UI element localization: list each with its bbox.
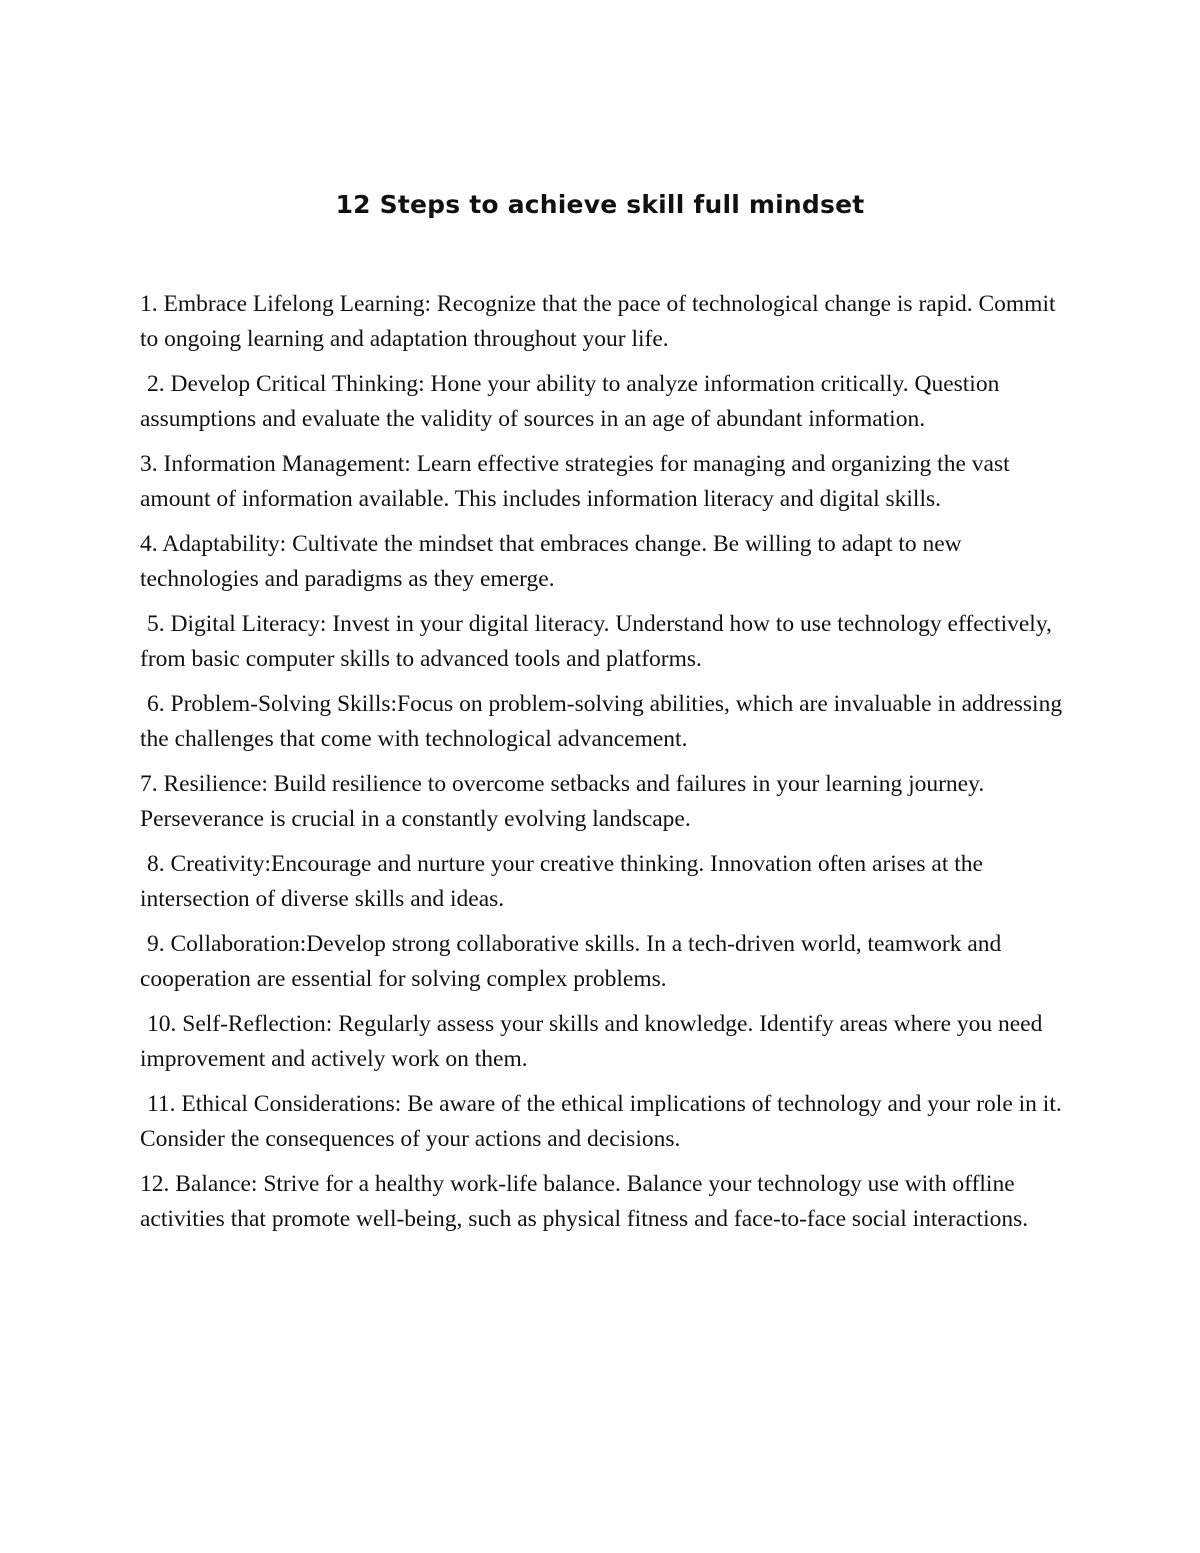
step-item: 7. Resilience: Build resilience to overcome setbacks and failures in your learning journey. Perseverance is crucial in a constantly evolving landscape. [140,771,985,832]
step-item: 8. Creativity:Encourage and nurture your creative thinking. Innovation often arises at the intersection of diverse skills and ideas. [140,851,983,912]
step-item: 4. Adaptability: Cultivate the mindset that embraces change. Be willing to adapt to new technologies and paradigms as they emerge. [140,531,962,592]
step-item: 11. Ethical Considerations: Be aware of the ethical implications of technology and your role in it. Consider the consequences of your actions and decisions. [140,1091,1062,1152]
step-item: 2. Develop Critical Thinking: Hone your ability to analyze information critically. Question assumptions and evaluate the validity of sources in an age of abundant information. [140,371,1000,432]
step-item: 12. Balance: Strive for a healthy work-life balance. Balance your technology use with offline activities that promote well-being, such as physical fitness and face-to-face social interactions. [140,1171,1029,1232]
step-item: 5. Digital Literacy: Invest in your digital literacy. Understand how to use technology effectively, from basic computer skills to advanced tools and platforms. [140,611,1052,672]
step-item: 9. Collaboration:Develop strong collaborative skills. In a tech-driven world, teamwork and cooperation are essential for solving complex problems. [140,931,1002,992]
step-item: 6. Problem-Solving Skills:Focus on problem-solving abilities, which are invaluable in addressing the challenges that come with technological advancement. [140,691,1063,752]
step-item: 10. Self-Reflection: Regularly assess your skills and knowledge. Identify areas where you need improvement and actively work on them. [140,1011,1043,1072]
step-item: 3. Information Management: Learn effective strategies for managing and organizing the vast amount of information available. This includes information literacy and digital skills. [140,451,1010,512]
step-item: 1. Embrace Lifelong Learning: Recognize that the pace of technological change is rapid. Commit to ongoing learning and adaptation throughout your life. [140,291,1056,352]
document-title: 12 Steps to achieve skill full mindset [335,190,865,219]
steps-list [140,287,1065,1247]
